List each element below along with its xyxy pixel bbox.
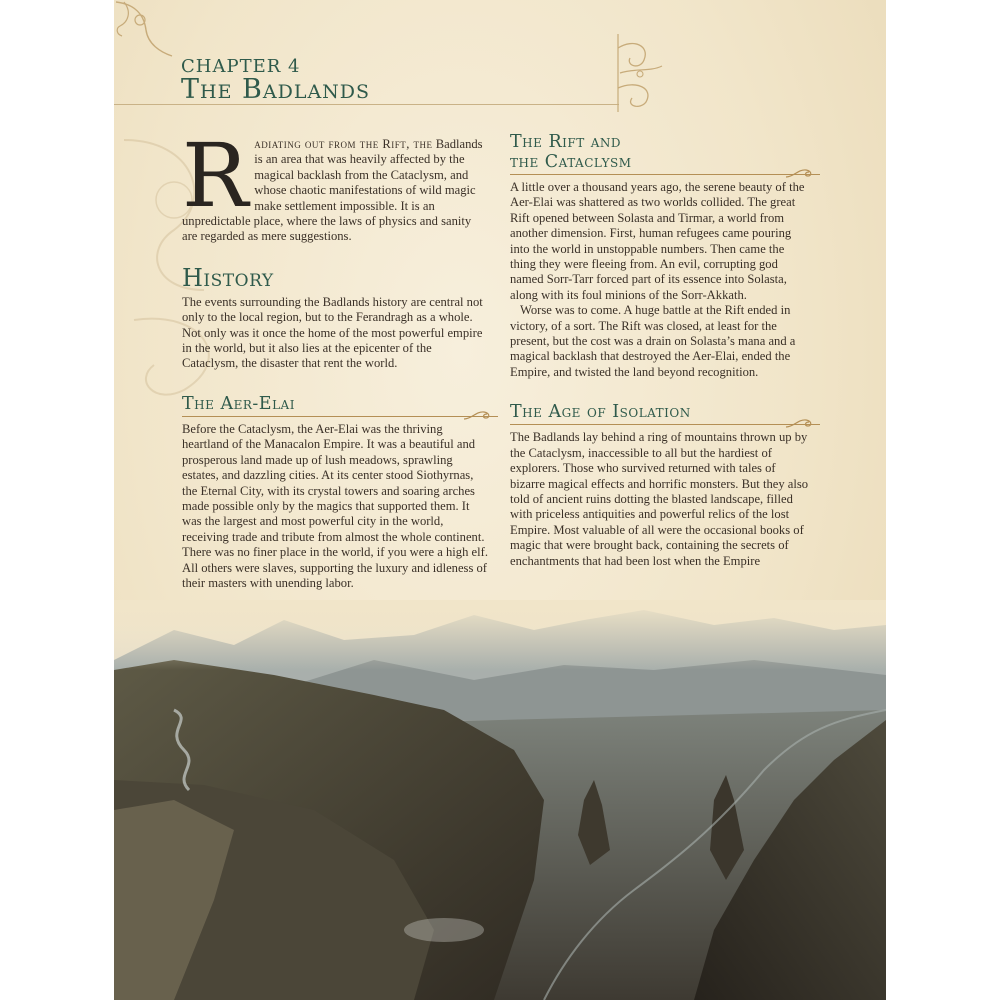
chapter-title: The Badlands: [181, 74, 371, 105]
rift-para-2: Worse was to come. A huge battle at the Rift ended in victory, of a sort. The Rift was closed, at least for the present, but the cost was a drain on Solasta’s mana and a magical backlash that destroyed the Aer-Elai, ended the Empire, and twisted the land beyond recognition.: [510, 303, 796, 379]
heading-rule: [510, 424, 820, 425]
rift-heading-line1: The Rift and: [510, 132, 622, 152]
aer-elai-section: [182, 394, 488, 591]
rift-heading-line2: the Cataclysm: [510, 152, 632, 172]
history-body: The events surrounding the Badlands history are central not only to the local region, but to the Ferandragh as a whole. Not only was it once the home of the most powerful empire in the world, but it also lies at the epicenter of the Cataclysm, the disaster that rent the world.: [182, 294, 483, 371]
isolation-section: [510, 402, 810, 569]
heading-rule: [510, 174, 820, 175]
chapter-number: CHAPTER 4: [181, 56, 301, 77]
heading-flourish-icon: [784, 166, 824, 180]
heading-flourish-icon: [784, 416, 824, 430]
aer-elai-body: Before the Cataclysm, the Aer-Elai was the thriving heartland of the Manacalon Empire. It was a beautiful and prosperous land made up of lush meadows, sprawling estates, and dazzling cities. At its center stood Siothyrnas, the Eternal City, with its crystal towers and soaring arches made possible only by the magics that supported them. It was the largest and most powerful city in the world, receiving trade and tribute from almost the whole continent. There was no finer place in the world, if you were a high elf. All others were slaves, supporting the luxury and idleness of their masters with unending labor.: [182, 421, 488, 590]
right-column: [510, 132, 810, 569]
aer-elai-heading-text: The Aer-Elai: [182, 393, 295, 414]
badlands-landscape-illustration: [114, 600, 886, 1000]
heading-rule: [182, 416, 498, 417]
heading-flourish-icon: [462, 408, 502, 422]
rift-para-1: A little over a thousand years ago, the serene beauty of the Aer-Elai was shattered as two worlds collided. The great Rift opened between Solasta and Tirmar, a world from another dimension. First, human refugees came pouring into the world in unstoppable numbers. Then came the thing they were fleeing from. An evil, corrupting god named Sorr-Tarr forced part of its essence into Solasta, along with its foul minions of the Sorr-Akkath.: [510, 180, 805, 302]
left-column: [182, 124, 488, 591]
header-flourish-icon: [614, 28, 666, 118]
book-page: [114, 0, 886, 1000]
isolation-heading: [510, 402, 810, 422]
history-heading: History: [182, 263, 274, 292]
aer-elai-heading: [182, 394, 488, 414]
intro-paragraph: [182, 124, 488, 245]
rift-heading: [510, 132, 810, 172]
corner-flourish-icon: [114, 0, 174, 60]
isolation-body: The Badlands lay behind a ring of mountains thrown up by the Cataclysm, inaccessible to all but the hardiest of explorers. Those who survived returned with tales of bizarre magical effects and horrific monsters. But they also told of ancient ruins dotting the blasted landscape, filled with priceless antiquities and powerful relics of the lost Empire. Most valuable of all were the occasional books of magic that were brought back, containing the secrets of enchantments that had been lost when the Empire: [510, 430, 809, 568]
intro-lead-text: adiating out from the Rift, the: [254, 137, 433, 151]
isolation-heading-text: The Age of Isolation: [510, 402, 691, 423]
drop-cap: R: [182, 124, 249, 227]
intro-body-text: Badlands is an area that was heavily affected by the magical backlash from the Cataclysm, and whose chaotic manifestations of wild magic make settlement impossible. It is an unpredictable place, where the laws of physics and sanity are regarded as mere suggestions.: [182, 137, 483, 244]
